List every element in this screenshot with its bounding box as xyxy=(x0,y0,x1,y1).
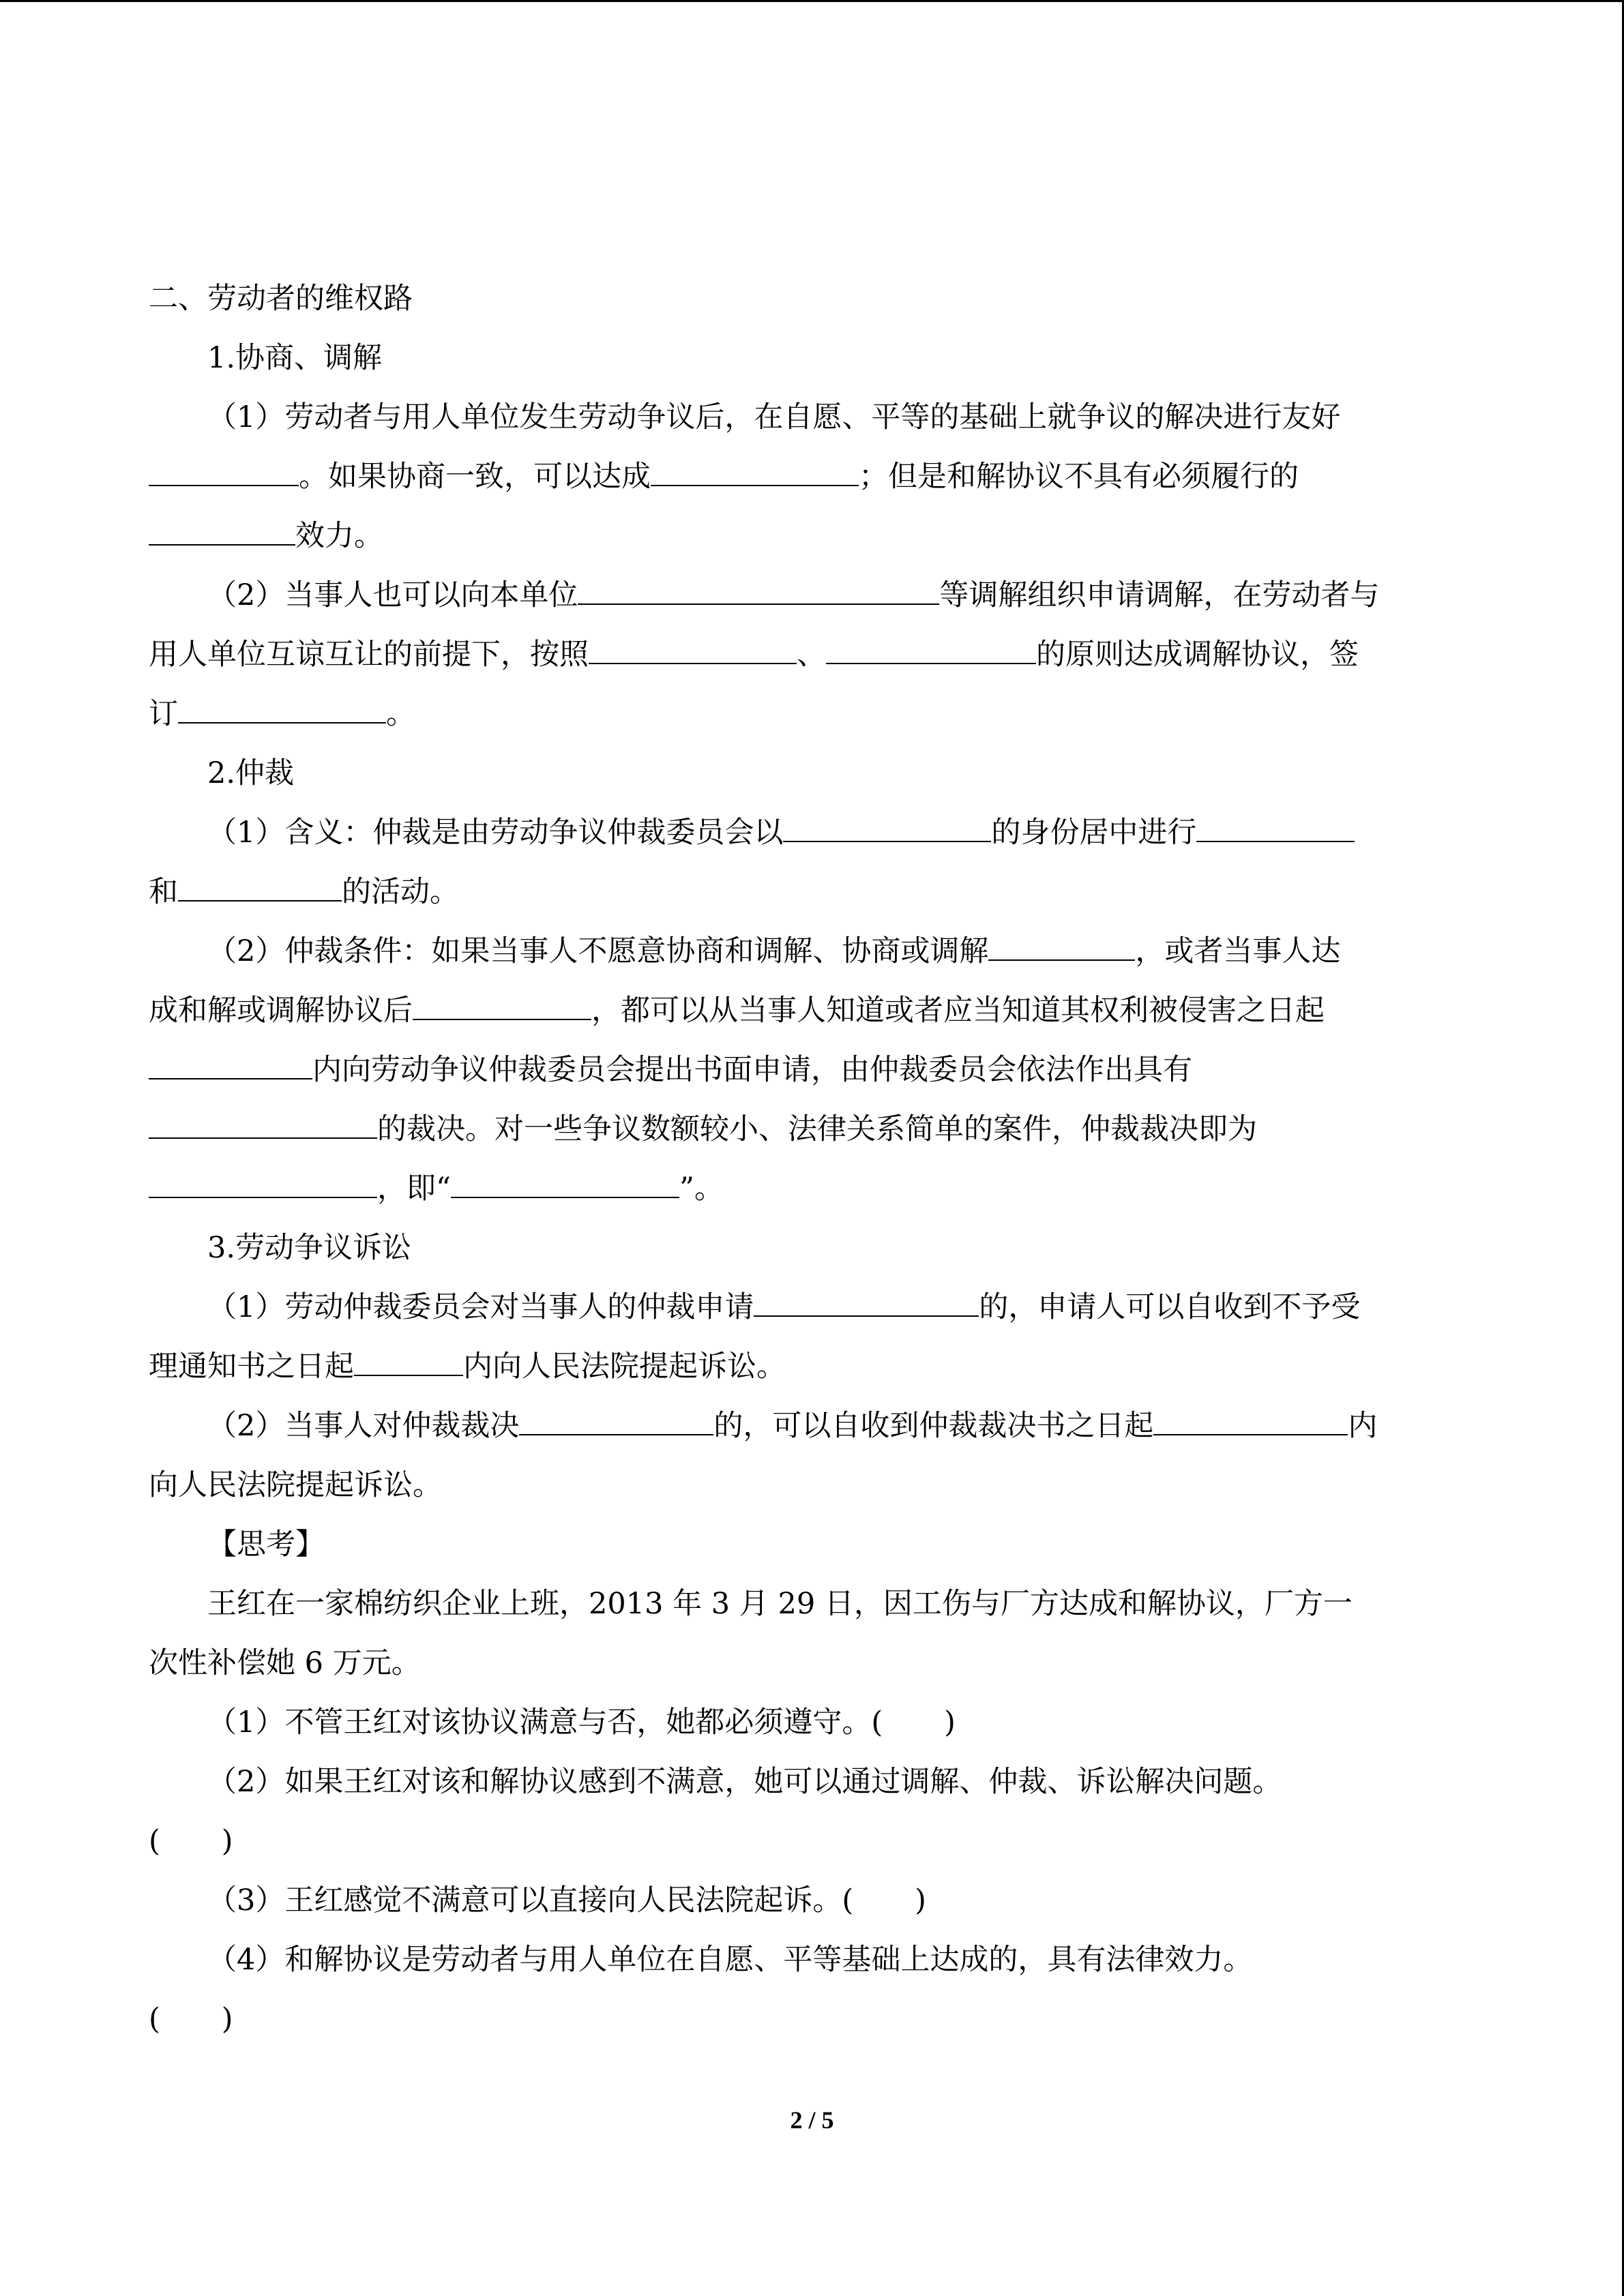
fill-blank[interactable] xyxy=(178,874,342,901)
text-run: 向人民法院提起诉讼。 xyxy=(149,1468,442,1502)
text-run: 内向劳动争议仲裁委员会提出书面申请，由仲裁委员会依法作出具有 xyxy=(312,1053,1192,1087)
section-title xyxy=(149,269,1475,329)
text-run: ；但是和解协议不具有必须履行的 xyxy=(859,460,1299,494)
text-run: ) xyxy=(915,1883,926,1918)
text-run: ”。 xyxy=(679,1172,724,1206)
case-line xyxy=(149,1575,1475,1634)
paragraph-line xyxy=(149,1100,1475,1159)
text-run: （4）和解协议是劳动者与用人单位在自愿、平等基础上达成的，具有法律效力。 xyxy=(207,1943,1253,1977)
paragraph-line xyxy=(149,1397,1475,1456)
question-2 xyxy=(149,1753,1475,1812)
text-run: ) xyxy=(221,2002,233,2036)
text-run: （2）仲裁条件：如果当事人不愿意协商和调解、协商或调解 xyxy=(207,934,989,968)
paragraph-line xyxy=(149,863,1475,922)
paragraph-line xyxy=(149,447,1475,507)
text-run: （2）如果王红对该和解协议感到不满意，她可以通过调解、仲裁、诉讼解决问题。 xyxy=(207,1765,1282,1799)
think-heading xyxy=(149,1515,1475,1575)
text-run: 次性补偿她 6 万元。 xyxy=(149,1646,421,1680)
text-run: 内 xyxy=(1348,1409,1378,1443)
text-run: 、 xyxy=(797,638,826,672)
fill-blank[interactable] xyxy=(1153,1408,1348,1435)
text-run: 理通知书之日起 xyxy=(149,1350,354,1384)
fill-blank[interactable] xyxy=(149,1171,377,1198)
fill-blank[interactable] xyxy=(589,637,797,664)
paragraph-line xyxy=(149,1456,1475,1515)
paragraph-line xyxy=(149,803,1475,863)
text-run: 成和解或调解协议后 xyxy=(149,994,413,1028)
subheading-arbitration-text: 2.仲裁 xyxy=(207,756,295,790)
text-run: 的，申请人可以自收到不予受 xyxy=(979,1290,1361,1324)
text-run: 的活动。 xyxy=(342,875,459,909)
fill-blank[interactable] xyxy=(451,1171,679,1198)
text-run: ，即“ xyxy=(377,1172,451,1206)
paragraph-line xyxy=(149,922,1475,981)
paragraph-line xyxy=(149,507,1475,566)
fill-blank[interactable] xyxy=(1196,815,1355,842)
fill-blank[interactable] xyxy=(651,459,859,486)
fill-blank[interactable] xyxy=(354,1349,463,1376)
text-run: 内向人民法院提起诉讼。 xyxy=(463,1350,786,1384)
paragraph-line xyxy=(149,981,1475,1041)
fill-blank[interactable] xyxy=(149,1112,377,1139)
text-run: 的裁决。对一些争议数额较小、法律关系简单的案件，仲裁裁决即为 xyxy=(377,1112,1257,1146)
fill-blank[interactable] xyxy=(578,578,939,605)
document-body xyxy=(149,269,1475,2049)
text-run: ( xyxy=(149,1824,160,1858)
question-1 xyxy=(149,1693,1475,1753)
think-heading-text: 【思考】 xyxy=(207,1527,325,1562)
paragraph-line xyxy=(149,685,1475,744)
text-run: ( xyxy=(149,2002,160,2036)
paragraph-line xyxy=(149,1337,1475,1397)
text-run: （1）含义：仲裁是由劳动争议仲裁委员会以 xyxy=(207,816,784,850)
fill-blank[interactable] xyxy=(149,459,299,486)
text-run: （1）不管王红对该协议满意与否，她都必须遵守。( xyxy=(207,1705,883,1740)
text-run: 的，可以自收到仲裁裁决书之日起 xyxy=(713,1409,1154,1443)
text-run: ，都可以从当事人知道或者应当知道其权利被侵害之日起 xyxy=(591,994,1325,1028)
text-run: 王红在一家棉纺织企业上班，2013 年 3 月 29 日，因工伤与厂方达成和解协议，厂方一 xyxy=(207,1587,1353,1621)
text-run: （1）劳动者与用人单位发生劳动争议后，在自愿、平等的基础上就争议的解决进行友好 xyxy=(207,400,1341,434)
text-run: ) xyxy=(944,1705,956,1740)
subheading-arbitration xyxy=(149,744,1475,803)
text-run: ) xyxy=(221,1824,233,1858)
question-4 xyxy=(149,1930,1475,1990)
question-4-answer xyxy=(149,1990,1475,2049)
subheading-litigation-text: 3.劳动争议诉讼 xyxy=(207,1231,412,1265)
fill-blank[interactable] xyxy=(988,934,1135,961)
question-2-answer xyxy=(149,1812,1475,1871)
fill-blank[interactable] xyxy=(519,1408,713,1435)
paragraph-line xyxy=(149,625,1475,685)
fill-blank[interactable] xyxy=(149,1052,312,1079)
text-run: （3）王红感觉不满意可以直接向人民法院起诉。( xyxy=(207,1883,854,1918)
paragraph-line xyxy=(149,1159,1475,1219)
fill-blank[interactable] xyxy=(413,993,591,1020)
text-run: 效力。 xyxy=(295,519,383,553)
text-run: 的原则达成调解协议，签 xyxy=(1036,638,1359,672)
paragraph-line xyxy=(149,388,1475,447)
question-3 xyxy=(149,1871,1475,1930)
page-number: 2 / 5 xyxy=(790,2106,834,2134)
text-run: 的身份居中进行 xyxy=(991,816,1197,850)
text-run: 等调解组织申请调解，在劳动者与 xyxy=(939,578,1380,612)
fill-blank[interactable] xyxy=(754,1289,979,1317)
text-run: 。如果协商一致，可以达成 xyxy=(299,460,651,494)
text-run: 。 xyxy=(386,697,415,731)
text-run: 订 xyxy=(149,697,178,731)
fill-blank[interactable] xyxy=(826,637,1036,664)
case-line xyxy=(149,1634,1475,1693)
text-run: 用人单位互谅互让的前提下，按照 xyxy=(149,638,589,672)
fill-blank[interactable] xyxy=(783,815,991,842)
text-run: （2）当事人也可以向本单位 xyxy=(207,578,578,612)
text-run: ，或者当事人达 xyxy=(1135,934,1341,968)
subheading-negotiation-text: 1.协商、调解 xyxy=(207,341,383,375)
paragraph-line xyxy=(149,1041,1475,1100)
subheading-negotiation xyxy=(149,329,1475,388)
fill-blank[interactable] xyxy=(149,518,295,546)
paragraph-line xyxy=(149,1278,1475,1337)
fill-blank[interactable] xyxy=(178,696,386,724)
subheading-litigation xyxy=(149,1219,1475,1278)
text-run: （2）当事人对仲裁裁决 xyxy=(207,1409,520,1443)
paragraph-line xyxy=(149,566,1475,625)
text-run: 和 xyxy=(149,875,178,909)
text-run: （1）劳动仲裁委员会对当事人的仲裁申请 xyxy=(207,1290,754,1324)
section-title-text: 二、劳动者的维权路 xyxy=(149,282,413,316)
